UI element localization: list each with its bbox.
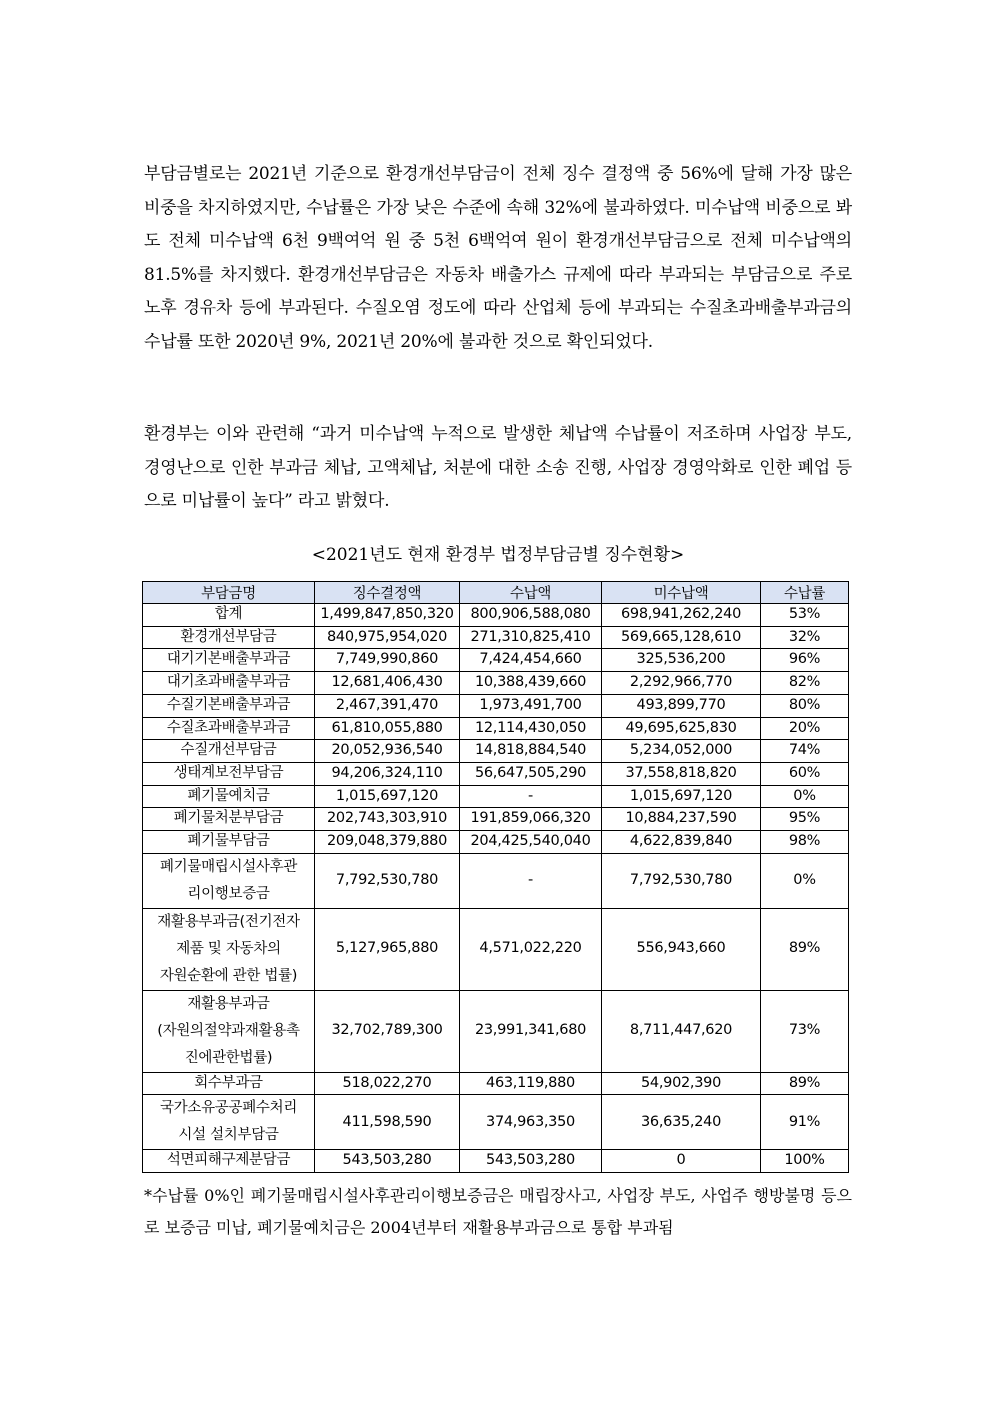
fee-name-cell: 폐기물처분부담금 — [143, 808, 315, 831]
paid-amount-cell: 56,647,505,290 — [460, 762, 602, 785]
collection-rate-cell: 82% — [761, 672, 849, 695]
table-row — [143, 694, 849, 717]
fee-name-cell: 재활용부과금(전기전자 제품 및 자동차의 자원순환에 관한 법률) — [143, 908, 315, 990]
header-fee-name: 부담금명 — [143, 582, 315, 604]
unpaid-amount-cell: 556,943,660 — [602, 908, 761, 990]
header-paid-amount: 수납액 — [460, 582, 602, 604]
table-row — [143, 990, 849, 1072]
collection-rate-cell: 95% — [761, 808, 849, 831]
unpaid-amount-cell: 698,941,262,240 — [602, 604, 761, 627]
table-row — [143, 1095, 849, 1150]
decided-amount-cell: 209,048,379,880 — [315, 831, 460, 854]
table-row — [143, 831, 849, 854]
table-row — [143, 717, 849, 740]
paid-amount-cell: 7,424,454,660 — [460, 649, 602, 672]
table-row — [143, 649, 849, 672]
decided-amount-cell: 202,743,303,910 — [315, 808, 460, 831]
fee-name-cell: 수질개선부담금 — [143, 740, 315, 763]
decided-amount-cell: 94,206,324,110 — [315, 762, 460, 785]
collection-rate-cell: 60% — [761, 762, 849, 785]
paid-amount-cell: 4,571,022,220 — [460, 908, 602, 990]
fee-collection-table — [142, 581, 849, 1173]
decided-amount-cell: 12,681,406,430 — [315, 672, 460, 695]
unpaid-amount-cell: 36,635,240 — [602, 1095, 761, 1150]
header-unpaid-amount: 미수납액 — [602, 582, 761, 604]
collection-rate-cell: 74% — [761, 740, 849, 763]
table-row — [143, 740, 849, 763]
unpaid-amount-cell: 49,695,625,830 — [602, 717, 761, 740]
fee-name-cell: 회수부과금 — [143, 1072, 315, 1095]
unpaid-amount-cell: 54,902,390 — [602, 1072, 761, 1095]
collection-rate-cell: 96% — [761, 649, 849, 672]
fee-name-cell: 재활용부과금 (자원의절약과재활용촉 진에관한법률) — [143, 990, 315, 1072]
fee-name-cell: 합계 — [143, 604, 315, 627]
decided-amount-cell: 7,792,530,780 — [315, 853, 460, 908]
decided-amount-cell: 20,052,936,540 — [315, 740, 460, 763]
collection-rate-cell: 32% — [761, 626, 849, 649]
table-row — [143, 785, 849, 808]
decided-amount-cell: 411,598,590 — [315, 1095, 460, 1150]
table-row — [143, 808, 849, 831]
fee-name-cell: 석면피해구제분담금 — [143, 1150, 315, 1173]
collection-rate-cell: 89% — [761, 1072, 849, 1095]
table-row — [143, 672, 849, 695]
table-row — [143, 1072, 849, 1095]
decided-amount-cell: 1,499,847,850,320 — [315, 604, 460, 627]
decided-amount-cell: 1,015,697,120 — [315, 785, 460, 808]
fee-name-cell: 대기초과배출부과금 — [143, 672, 315, 695]
collection-rate-cell: 20% — [761, 717, 849, 740]
paid-amount-cell: 10,388,439,660 — [460, 672, 602, 695]
paid-amount-cell: - — [460, 785, 602, 808]
header-decided-amount: 징수결정액 — [315, 582, 460, 604]
paragraph-fee-breakdown: 부담금별로는 2021년 기준으로 환경개선부담금이 전체 징수 결정액 중 56%에 달해 가장 많은 비중을 차지하였지만, 수납률은 가장 낮은 수준에 속해 32%에 불과하였다. 미수납액 비중으로 봐도 전체 미수납액 6천 9백여억 원 중 5천 6백억여 원이 환경개선부담금으로 전체 미수납액의 81.5%를 차지했다. 환경개선부담금은 자동차 배출가스 규제에 따라 부과되는 부담금으로 주로 노후 경유차 등에 부과된다. 수질오염 정도에 따라 산업체 등에 부과되는 수질초과배출부과금의 수납률 또한 2020년 9%, 2021년 20%에 불과한 것으로 확인되었다. — [144, 164, 852, 352]
table-header-row — [143, 582, 849, 604]
fee-name-cell: 대기기본배출부과금 — [143, 649, 315, 672]
table-caption: <2021년도 현재 환경부 법정부담금별 징수현황> — [311, 545, 685, 565]
paid-amount-cell: 12,114,430,050 — [460, 717, 602, 740]
decided-amount-cell: 7,749,990,860 — [315, 649, 460, 672]
fee-name-cell: 수질기본배출부과금 — [143, 694, 315, 717]
unpaid-amount-cell: 0 — [602, 1150, 761, 1173]
paid-amount-cell: 463,119,880 — [460, 1072, 602, 1095]
fee-name-cell: 국가소유공공폐수처리 시설 설치부담금 — [143, 1095, 315, 1150]
unpaid-amount-cell: 493,899,770 — [602, 694, 761, 717]
unpaid-amount-cell: 37,558,818,820 — [602, 762, 761, 785]
decided-amount-cell: 61,810,055,880 — [315, 717, 460, 740]
paid-amount-cell: 374,963,350 — [460, 1095, 602, 1150]
collection-rate-cell: 0% — [761, 785, 849, 808]
collection-rate-cell: 100% — [761, 1150, 849, 1173]
collection-rate-cell: 80% — [761, 694, 849, 717]
fee-name-cell: 생태계보전부담금 — [143, 762, 315, 785]
fee-name-cell: 환경개선부담금 — [143, 626, 315, 649]
collection-rate-cell: 0% — [761, 853, 849, 908]
paid-amount-cell: 271,310,825,410 — [460, 626, 602, 649]
table-row — [143, 604, 849, 627]
paragraph-ministry-statement: 환경부는 이와 관련해 “과거 미수납액 누적으로 발생한 체납액 수납률이 저조하며 사업장 부도, 경영난으로 인한 부과금 체납, 고액체납, 처분에 대한 소송 진행, 사업장 경영악화로 인한 폐업 등으로 미납률이 높다” 라고 밝혔다. — [144, 424, 852, 511]
collection-rate-cell: 98% — [761, 831, 849, 854]
unpaid-amount-cell: 569,665,128,610 — [602, 626, 761, 649]
unpaid-amount-cell: 4,622,839,840 — [602, 831, 761, 854]
paid-amount-cell: 204,425,540,040 — [460, 831, 602, 854]
collection-rate-cell: 53% — [761, 604, 849, 627]
table-row — [143, 762, 849, 785]
unpaid-amount-cell: 1,015,697,120 — [602, 785, 761, 808]
collection-rate-cell: 89% — [761, 908, 849, 990]
table-row — [143, 908, 849, 990]
table-row — [143, 626, 849, 649]
paid-amount-cell: 14,818,884,540 — [460, 740, 602, 763]
paid-amount-cell: 191,859,066,320 — [460, 808, 602, 831]
unpaid-amount-cell: 5,234,052,000 — [602, 740, 761, 763]
unpaid-amount-cell: 7,792,530,780 — [602, 853, 761, 908]
decided-amount-cell: 32,702,789,300 — [315, 990, 460, 1072]
header-collection-rate: 수납률 — [761, 582, 849, 604]
unpaid-amount-cell: 10,884,237,590 — [602, 808, 761, 831]
unpaid-amount-cell: 2,292,966,770 — [602, 672, 761, 695]
decided-amount-cell: 543,503,280 — [315, 1150, 460, 1173]
paid-amount-cell: 800,906,588,080 — [460, 604, 602, 627]
footnote: *수납률 0%인 폐기물매립시설사후관리이행보증금은 매립장사고, 사업장 부도, 사업주 행방불명 등으로 보증금 미납, 폐기물예치금은 2004년부터 재활용부과금으로 통합 부과됨 — [144, 1186, 852, 1237]
unpaid-amount-cell: 8,711,447,620 — [602, 990, 761, 1072]
decided-amount-cell: 518,022,270 — [315, 1072, 460, 1095]
fee-name-cell: 폐기물매립시설사후관 리이행보증금 — [143, 853, 315, 908]
fee-name-cell: 수질초과배출부과금 — [143, 717, 315, 740]
table-row — [143, 1150, 849, 1173]
paid-amount-cell: - — [460, 853, 602, 908]
paid-amount-cell: 1,973,491,700 — [460, 694, 602, 717]
collection-rate-cell: 73% — [761, 990, 849, 1072]
collection-rate-cell: 91% — [761, 1095, 849, 1150]
decided-amount-cell: 5,127,965,880 — [315, 908, 460, 990]
fee-name-cell: 폐기물부담금 — [143, 831, 315, 854]
table-row — [143, 853, 849, 908]
paid-amount-cell: 23,991,341,680 — [460, 990, 602, 1072]
paid-amount-cell: 543,503,280 — [460, 1150, 602, 1173]
decided-amount-cell: 840,975,954,020 — [315, 626, 460, 649]
decided-amount-cell: 2,467,391,470 — [315, 694, 460, 717]
fee-name-cell: 폐기물예치금 — [143, 785, 315, 808]
unpaid-amount-cell: 325,536,200 — [602, 649, 761, 672]
